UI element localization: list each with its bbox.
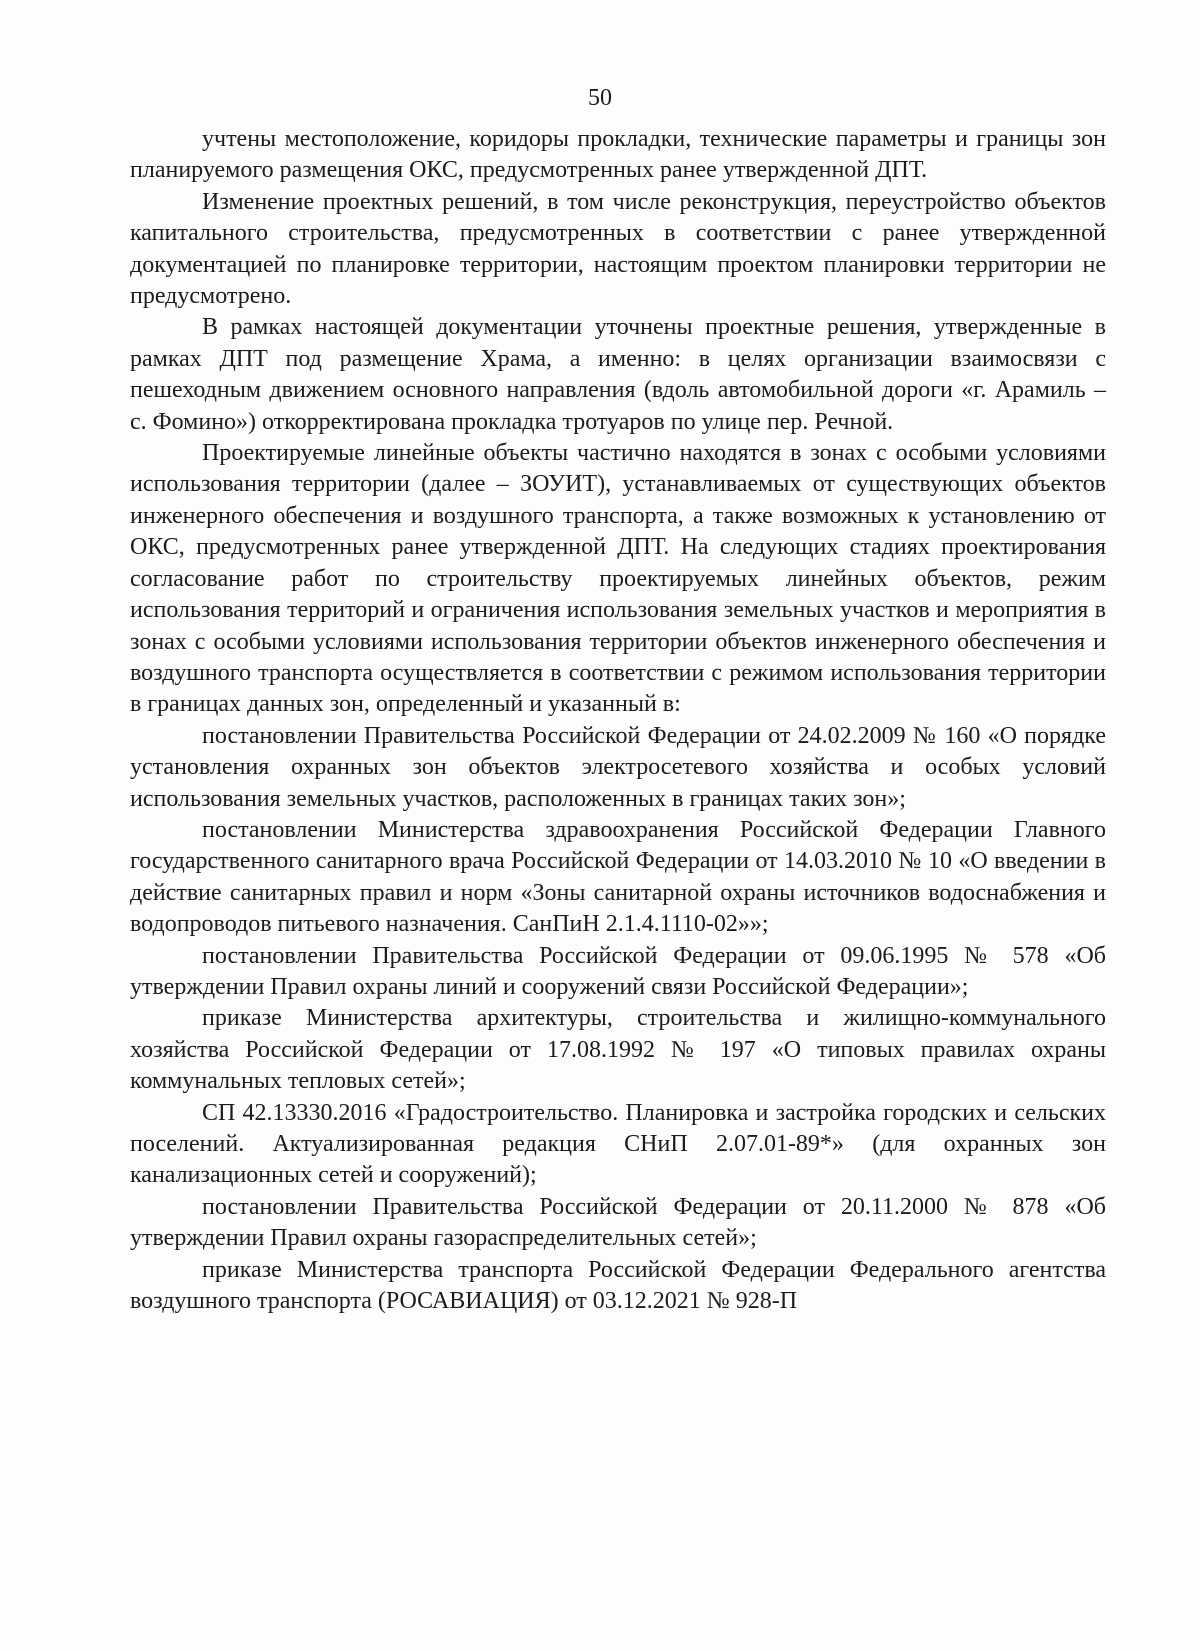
- list-item-resolution-160: постановлении Правительства Российской Федерации от 24.02.2009 № 160 «О порядке установления охранных зон объектов электросетевого хозяйства и особых условий использования земельных участков, расположенных в границах таких зон»;: [130, 722, 1106, 812]
- list-item-sanpin-2-1-4-1110-02: постановлении Министерства здравоохранения Российской Федерации Главного государственного санитарного врача Российской Федерации от 14.03.2010 № 10 «О введении в действие санитарных правил и норм «Зоны санитарной охраны источников водоснабжения и водопроводов питьевого назначения. СанПиН 2.1.4.1110-02»»;: [130, 816, 1106, 938]
- paragraph-prior-dpt-accounted: учтены местоположение, коридоры прокладки, технические параметры и границы зон планируемого размещения ОКС, предусмотренных ранее утвержденной ДПТ.: [130, 126, 1106, 184]
- list-item-sp-42-13330-2016: СП 42.13330.2016 «Градостроительство. Планировка и застройка городских и сельских поселений. Актуализированная редакция СНиП 2.07.01-89*» (для охранных зон канализационных сетей и сооружений);: [130, 1099, 1106, 1189]
- list-item-resolution-578: постановлении Правительства Российской Федерации от 09.06.1995 № 578 «Об утверждении Правил охраны линий и сооружений связи Российской Федерации»;: [130, 942, 1106, 1000]
- paragraph-design-changes: Изменение проектных решений, в том числе реконструкция, переустройство объектов капитального строительства, предусмотренных в соответствии с ранее утвержденной документацией по планировке территории, настоящим проектом планировки территории не предусмотрено.: [130, 188, 1106, 310]
- paragraph-temple-dpt-refinement: В рамках настоящей документации уточнены проектные решения, утвержденные в рамках ДПТ под размещение Храма, а именно: в целях организации взаимосвязи с пешеходным движением основного направления (вдоль автомобильной дороги «г. Арамиль – с. Фомино») откорректирована прокладка тротуаров по улице пер. Речной.: [130, 314, 1106, 435]
- paragraph-zouit: Проектируемые линейные объекты частично находятся в зонах с особыми условиями использования территории (далее – ЗОУИТ), устанавливаемых от существующих объектов инженерного обеспечения и воздушного транспорта, а также возможных к установлению от ОКС, предусмотренных ранее утвержденной ДПТ. На следующих стадиях проектирования согласование работ по строительству проектируемых линейных объектов, режим использования территорий и ограничения использования земельных участков и мероприятия в зонах с особыми условиями использования территории объектов инженерного обеспечения и воздушного транспорта осуществляется в соответствии с режимом использования территории в границах данных зон, определенный и указанный в:: [130, 440, 1106, 718]
- list-item-order-928-p: приказе Министерства транспорта Российской Федерации Федерального агентства воздушного транспорта (РОСАВИАЦИЯ) от 03.12.2021 № 928-П: [130, 1256, 1106, 1315]
- list-item-resolution-878: постановлении Правительства Российской Федерации от 20.11.2000 № 878 «Об утверждении Правил охраны газораспределительных сетей»;: [130, 1193, 1106, 1252]
- list-item-order-197: приказе Министерства архитектуры, строительства и жилищно-коммунального хозяйства Российской Федерации от 17.08.1992 № 197 «О типовых правилах охраны коммунальных тепловых сетей»;: [130, 1005, 1106, 1095]
- page-number: 50: [588, 85, 612, 111]
- document-body: [130, 124, 1106, 1317]
